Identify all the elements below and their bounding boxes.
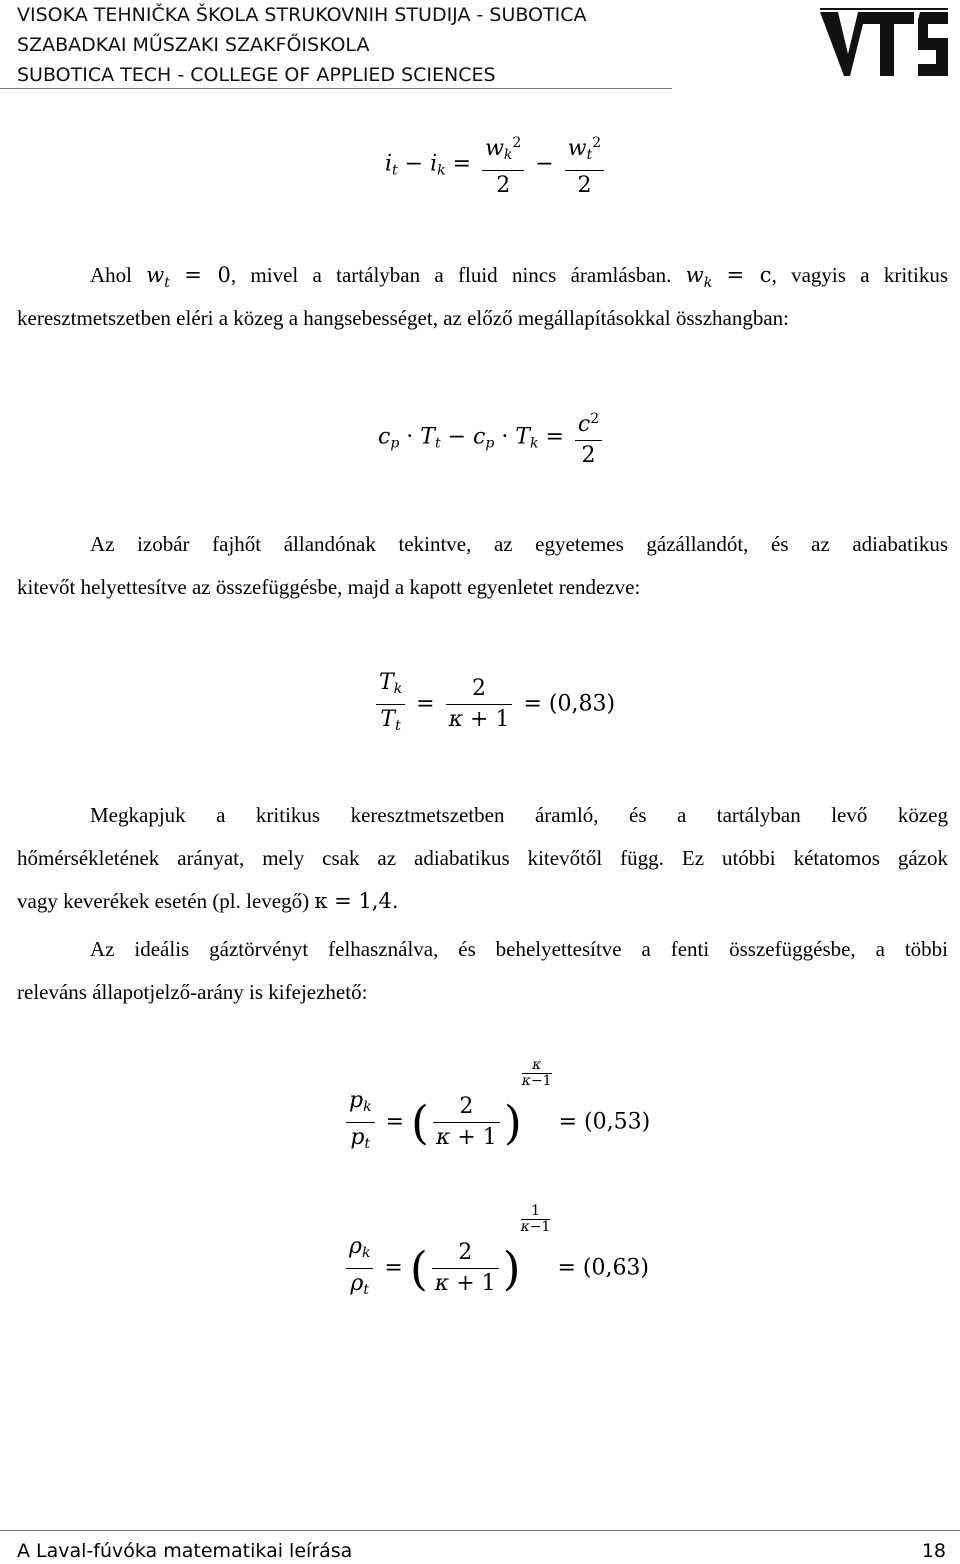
text-segment: Megkapjuk a kritikus keresztmetszetben áramló, és a tartályban levő közeg: [90, 803, 948, 827]
paragraph-1-line-1: Ahol $w_t = 0$, mivel a tartályban a fluid nincs áramlásban. $w_k = c$, vagyis a kritikus: [90, 263, 949, 292]
equation-temperature-ratio: $\frac{T_k}{T_t}$ = $\frac{2}{\kappa + 1}$ = (0,83): [372, 668, 615, 741]
header-line-3: SUBOTICA TECH - COLLEGE OF APPLIED SCIENCES: [17, 64, 496, 86]
paragraph-4-line-2: releváns állapotjelző-arány is kifejezhető:: [17, 980, 368, 1004]
page-number: 18: [921, 1540, 946, 1562]
header-line-1: VISOKA TEHNIČKA ŠKOLA STRUKOVNIH STUDIJA - SUBOTICA: [17, 4, 587, 26]
text-segment: vagy keverékek esetén (pl. levegő): [17, 889, 310, 913]
math-wk-c: = c: [726, 263, 772, 287]
paragraph-3-line-3: [17, 880, 948, 923]
text-segment: Az izobár fajhőt állandónak tekintve, az egyetemes gázállandót, és az adiabatikus: [90, 532, 948, 556]
paragraph-1-line-2: keresztmetszetben eléri a közeg a hangsebességet, az előző megállapításokkal összhangban:: [17, 306, 790, 330]
page-header: [17, 0, 586, 90]
paragraph-2-line-1: [17, 523, 948, 566]
pressure-ratio-value: = (0,53): [558, 1109, 651, 1135]
footer-title: A Laval-fúvóka matematikai leírása: [17, 1540, 353, 1562]
text-segment: , vagyis a kritikus: [771, 263, 949, 287]
text-segment: , mivel a tartályban a fluid nincs áramlásban.: [230, 263, 672, 287]
equation-energy: $c_p \cdot T_t - c_p \cdot T_k$ = $\frac{c^2}{2}$: [378, 404, 606, 471]
paragraph-3-line-1: [17, 794, 948, 837]
equation-density-ratio: $\frac{\rho_k}{\rho_t}$ = ( $\frac{2}{\kappa + 1}$ ) $\frac{1}{\kappa-1}$ = (0,63): [342, 1232, 649, 1305]
equation-enthalpy: $i_t - i_k$ = $\frac{w_k^2}{2}$ − $\frac{w_t^2}{2}$: [385, 128, 608, 201]
paragraph-2-line-2: kitevőt helyettesítve az összefüggésbe, majd a kapott egyenletet rendezve:: [17, 575, 641, 599]
density-ratio-value: = (0,63): [557, 1255, 650, 1281]
equation-pressure-ratio: $\frac{p_k}{p_t}$ = ( $\frac{2}{\kappa + 1}$ ) $\frac{\kappa}{\kappa-1}$ = (0,53): [342, 1086, 650, 1159]
temperature-ratio-value: = (0,83): [523, 691, 616, 717]
header-divider: [0, 88, 672, 89]
text-segment: Az ideális gáztörvényt felhasználva, és behelyettesítve a fenti összefüggésbe, a többi: [90, 937, 948, 961]
math-wt-zero: = 0: [184, 263, 231, 287]
text-segment: Ahol: [90, 263, 132, 287]
paragraph-4-line-1: [17, 928, 948, 971]
header-line-2: SZABADKAI MŰSZAKI SZAKFŐISKOLA: [17, 34, 370, 56]
paragraph-3-line-2: hőmérsékletének arányat, mely csak az adiabatikus kitevőtől függ. Ez utóbbi kétatomos gázok: [17, 846, 948, 870]
vts-logo: [818, 8, 950, 85]
footer-divider: [0, 1530, 960, 1531]
kappa-value: κ = 1,4.: [314, 889, 399, 913]
